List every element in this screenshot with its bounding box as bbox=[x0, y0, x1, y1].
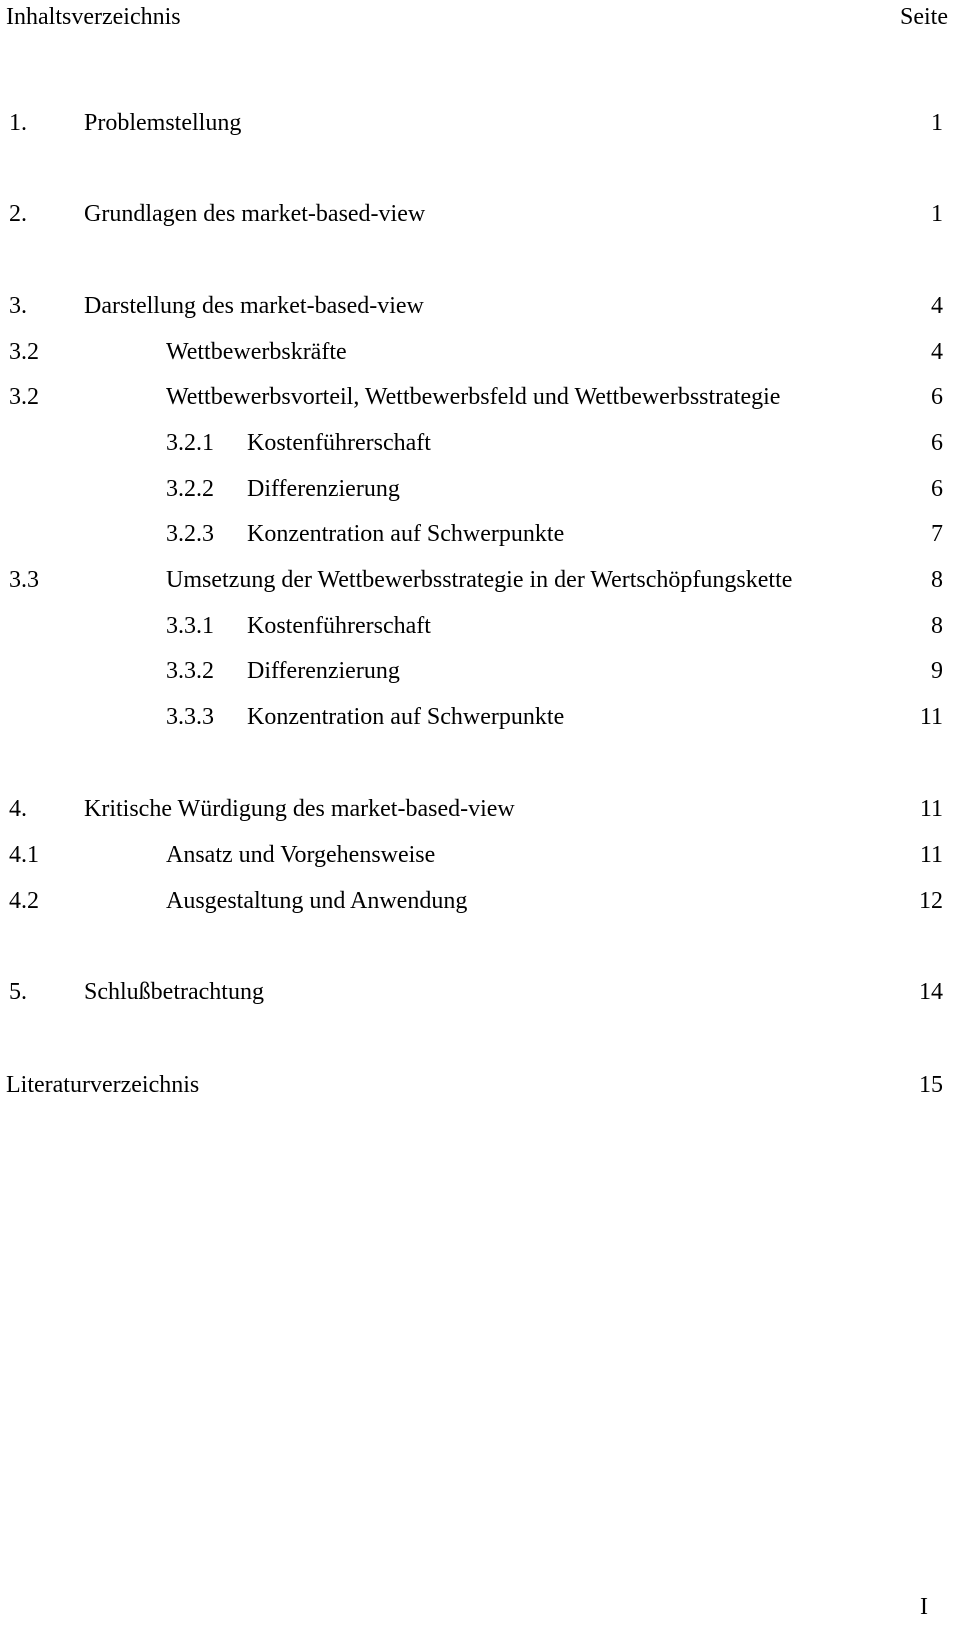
entry-title: Schlußbetrachtung bbox=[84, 979, 264, 1005]
entry-page: 1 bbox=[931, 201, 943, 227]
entry-page: 14 bbox=[919, 979, 943, 1005]
entry-number: 3.3 bbox=[9, 567, 39, 593]
toc-entry-5 bbox=[0, 975, 960, 1009]
entry-title: Kritische Würdigung des market-based-view bbox=[84, 796, 515, 822]
entry-title: Grundlagen des market-based-view bbox=[84, 201, 426, 227]
toc-entry-4-1 bbox=[0, 838, 960, 872]
entry-title: Problemstellung bbox=[84, 110, 242, 136]
toc-heading: Inhaltsverzeichnis bbox=[6, 4, 181, 30]
entry-number: 4.2 bbox=[9, 888, 39, 914]
entry-page: 12 bbox=[919, 888, 943, 914]
toc-entry-4 bbox=[0, 792, 960, 826]
entry-title: Ansatz und Vorgehensweise bbox=[166, 842, 436, 868]
toc-entry-literatur bbox=[0, 1068, 960, 1102]
entry-number: 3.3.1 bbox=[166, 613, 214, 639]
entry-page: 6 bbox=[931, 430, 943, 456]
entry-page: 8 bbox=[931, 567, 943, 593]
entry-page: 8 bbox=[931, 613, 943, 639]
toc-header bbox=[0, 0, 960, 34]
entry-number: 3.3.3 bbox=[166, 704, 214, 730]
page-column-label: Seite bbox=[900, 4, 948, 30]
entry-title: Kostenführerschaft bbox=[247, 613, 431, 639]
toc-entry-4-2 bbox=[0, 884, 960, 918]
toc-entry-3-3 bbox=[0, 563, 960, 597]
toc-entry-3-2-2 bbox=[0, 472, 960, 506]
toc-entry-3-2a bbox=[0, 335, 960, 369]
entry-page: 15 bbox=[919, 1072, 943, 1098]
entry-number: 3.2.1 bbox=[166, 430, 214, 456]
entry-page: 11 bbox=[919, 842, 943, 868]
entry-title: Wettbewerbsvorteil, Wettbewerbsfeld und Wettbewerbsstrategie bbox=[166, 384, 781, 410]
entry-title: Kostenführerschaft bbox=[247, 430, 431, 456]
roman-page-number: I bbox=[920, 1594, 928, 1620]
toc-entry-3-2-3 bbox=[0, 517, 960, 551]
entry-number: 4.1 bbox=[9, 842, 39, 868]
toc-entry-3-2-1 bbox=[0, 426, 960, 460]
entry-page: 11 bbox=[919, 704, 943, 730]
toc-entry-3-3-1 bbox=[0, 609, 960, 643]
entry-page: 11 bbox=[919, 796, 943, 822]
entry-number: 2. bbox=[9, 201, 27, 227]
entry-page: 1 bbox=[931, 110, 943, 136]
entry-title: Differenzierung bbox=[247, 476, 400, 502]
entry-title: Darstellung des market-based-view bbox=[84, 293, 424, 319]
entry-number: 3.2.2 bbox=[166, 476, 214, 502]
entry-title: Ausgestaltung und Anwendung bbox=[166, 888, 468, 914]
entry-page: 4 bbox=[931, 339, 943, 365]
toc-entry-3 bbox=[0, 289, 960, 323]
entry-page: 9 bbox=[931, 658, 943, 684]
entry-page: 4 bbox=[931, 293, 943, 319]
entry-page: 6 bbox=[931, 384, 943, 410]
entry-number: 3.3.2 bbox=[166, 658, 214, 684]
entry-title: Differenzierung bbox=[247, 658, 400, 684]
entry-page: 7 bbox=[931, 521, 943, 547]
entry-number: 5. bbox=[9, 979, 27, 1005]
toc-entry-1 bbox=[0, 106, 960, 140]
entry-number: 3.2 bbox=[9, 339, 39, 365]
entry-title: Konzentration auf Schwerpunkte bbox=[247, 521, 565, 547]
entry-number: 3. bbox=[9, 293, 27, 319]
entry-number: 3.2 bbox=[9, 384, 39, 410]
toc-entry-3-2b bbox=[0, 380, 960, 414]
toc-entry-2 bbox=[0, 197, 960, 231]
entry-title: Literaturverzeichnis bbox=[6, 1072, 200, 1098]
entry-title: Umsetzung der Wettbewerbsstrategie in der Wertschöpfungskette bbox=[166, 567, 793, 593]
entry-page: 6 bbox=[931, 476, 943, 502]
entry-number: 1. bbox=[9, 110, 27, 136]
entry-number: 4. bbox=[9, 796, 27, 822]
entry-title: Wettbewerbskräfte bbox=[166, 339, 347, 365]
entry-title: Konzentration auf Schwerpunkte bbox=[247, 704, 565, 730]
toc-entry-3-3-3 bbox=[0, 700, 960, 734]
entry-number: 3.2.3 bbox=[166, 521, 214, 547]
toc-entry-3-3-2 bbox=[0, 654, 960, 688]
